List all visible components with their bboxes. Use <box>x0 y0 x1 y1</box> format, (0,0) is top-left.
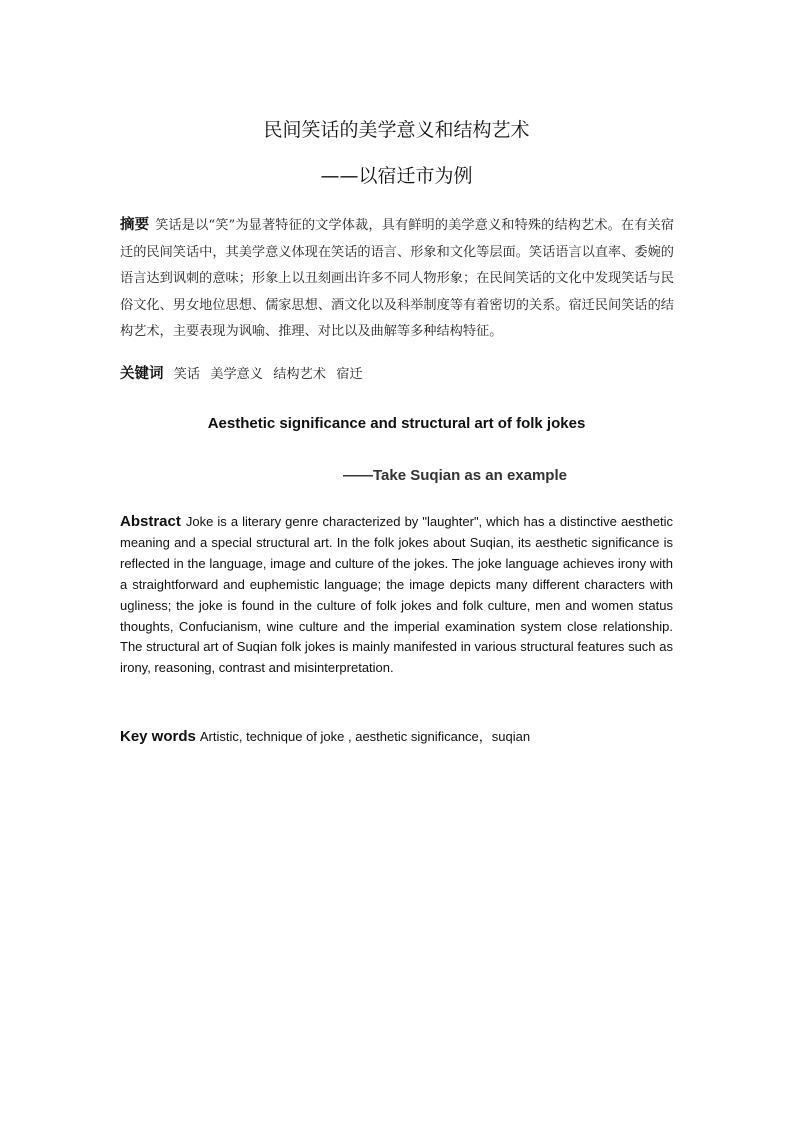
english-subtitle: ——Take Suqian as an example <box>343 467 567 484</box>
chinese-subtitle: ——以宿迁市为例 <box>320 165 473 187</box>
chinese-abstract-label: 摘要 <box>120 217 150 233</box>
chinese-keyword: 结构艺术 <box>273 367 326 382</box>
english-keywords-label: Key words <box>120 728 196 745</box>
chinese-keywords-label: 关键词 <box>120 366 164 382</box>
chinese-abstract <box>120 212 674 346</box>
english-abstract <box>120 512 673 679</box>
english-keywords-text: Artistic, technique of joke , aesthetic significance，suqian <box>199 729 531 744</box>
chinese-keyword: 美学意义 <box>210 367 264 382</box>
chinese-abstract-text: 笑话是以“笑”为显著特征的文学体裁，具有鲜明的美学意义和特殊的结构艺术。在有关宿迁的民间笑话中，其美学意义体现在笑话的语言、形象和文化等层面。笑话语言以直率、委婉的语言达到讽刺的意味；形象上以丑刻画出许多不同人物形象；在民间笑话的文化中发现笑话与民俗文化、男女地位思想、儒家思想、酒文化以及科举制度等有着密切的关系。宿迁民间笑话的结构艺术，主要表现为讽喻、推理、对比以及曲解等多种结构特征。 <box>120 218 675 339</box>
chinese-keyword: 宿迁 <box>336 367 363 382</box>
chinese-title: 民间笑话的美学意义和结构艺术 <box>263 119 530 141</box>
english-title: Aesthetic significance and structural art of folk jokes <box>207 415 586 432</box>
english-keywords <box>120 726 673 748</box>
chinese-keyword: 笑话 <box>173 367 201 382</box>
chinese-keywords <box>120 362 674 387</box>
english-abstract-label: Abstract <box>120 513 181 530</box>
english-abstract-text: Joke is a literary genre characterized by "laughter", which has a distinctive aesthetic meaning and a special structural art. In the folk jokes about Suqian, its aesthetic significance is reflected in the language, image and culture of the jokes. The joke language achieves irony with a straightforward and euphemistic language; the image depicts many different characters with ugliness; the joke is found in the culture of folk jokes and folk culture, men and women status thoughts, Confucianism, wine culture and the imperial examination system close relationship. The structural art of Suqian folk jokes is mainly manifested in various structural features such as irony, reasoning, contrast and misinterpretation. <box>120 514 673 676</box>
